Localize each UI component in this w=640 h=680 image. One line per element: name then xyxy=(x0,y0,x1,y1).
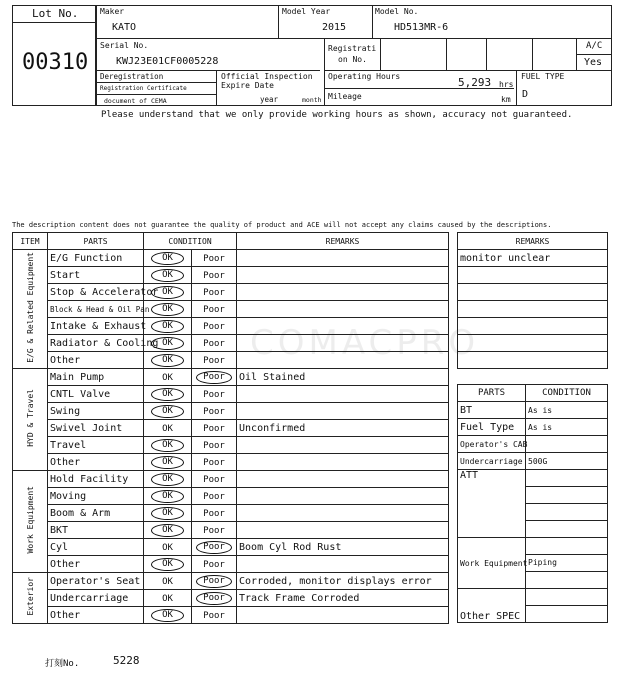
ok-mark: OK xyxy=(151,388,184,401)
model-no-label: Model No. xyxy=(375,7,419,16)
operating-hours-value: 5,293 xyxy=(458,76,492,89)
parts-row xyxy=(458,436,608,453)
section-cell xyxy=(13,250,48,369)
poor-mark: Poor xyxy=(203,474,225,485)
condition-poor xyxy=(192,471,237,488)
remark-cell xyxy=(237,488,449,505)
remark-cell xyxy=(237,301,449,318)
remarks-row xyxy=(458,267,608,284)
poor-mark: Poor xyxy=(203,491,225,502)
table-row xyxy=(13,386,449,403)
remark-cell xyxy=(237,284,449,301)
lot-label: Lot No. xyxy=(32,7,79,20)
remark-cell: Corroded, monitor displays error xyxy=(237,573,449,590)
parts-col-header: PARTS xyxy=(458,385,526,402)
condition-ok xyxy=(144,420,192,437)
condition-cell xyxy=(526,589,608,623)
remarks-table xyxy=(457,232,608,369)
remark-cell xyxy=(237,386,449,403)
model-no-value: HD513MR-6 xyxy=(394,22,449,33)
part-name: Start xyxy=(48,267,144,284)
serial-value: KWJ23E01CF0005228 xyxy=(116,56,219,67)
condition-ok xyxy=(144,335,192,352)
poor-mark: Poor xyxy=(203,423,225,434)
parts-cell: Undercarriage xyxy=(458,453,526,470)
part-name: Moving xyxy=(48,488,144,505)
poor-mark: Poor xyxy=(203,559,225,570)
remark-cell: Unconfirmed xyxy=(237,420,449,437)
lot-number: 00310 xyxy=(22,50,89,75)
condition-col-header: CONDITION xyxy=(526,385,608,402)
ok-mark: OK xyxy=(151,354,184,367)
ok-mark: OK xyxy=(151,252,184,265)
part-name: Other xyxy=(48,556,144,573)
condition-poor xyxy=(192,267,237,284)
stamp-label: 打刻No. xyxy=(45,659,80,669)
condition-ok xyxy=(144,573,192,590)
remark-cell: Track Frame Corroded xyxy=(237,590,449,607)
table-row xyxy=(13,488,449,505)
remarks-table-header: REMARKS xyxy=(458,233,608,250)
remarks-row xyxy=(458,352,608,369)
table-row xyxy=(13,505,449,522)
table-row xyxy=(13,454,449,471)
table-row xyxy=(13,250,449,267)
table-row xyxy=(13,539,449,556)
poor-mark: Poor xyxy=(203,253,225,264)
table-row xyxy=(13,437,449,454)
part-name: Intake & Exhaust xyxy=(48,318,144,335)
remarks-line xyxy=(458,301,608,318)
poor-mark: Poor xyxy=(203,304,225,315)
condition-poor xyxy=(192,301,237,318)
ok-mark: OK xyxy=(151,286,184,299)
condition-cell xyxy=(526,470,608,538)
poor-mark: Poor xyxy=(196,371,232,384)
remark-cell xyxy=(237,318,449,335)
poor-mark: Poor xyxy=(203,287,225,298)
condition-ok xyxy=(144,471,192,488)
table-row xyxy=(13,352,449,369)
poor-mark: Poor xyxy=(196,541,232,554)
ok-mark: OK xyxy=(151,405,184,418)
model-year-label: Model Year xyxy=(282,7,331,16)
condition-poor xyxy=(192,318,237,335)
section-cell xyxy=(13,471,48,573)
month-label: month xyxy=(302,96,322,104)
condition-ok xyxy=(144,556,192,573)
condition-cell: As is xyxy=(526,402,608,419)
condition-poor xyxy=(192,590,237,607)
maker-value: KATO xyxy=(112,22,137,33)
poor-mark: Poor xyxy=(203,440,225,451)
remarks-row xyxy=(458,250,608,267)
poor-mark: Poor xyxy=(203,321,225,332)
condition-poor xyxy=(192,335,237,352)
condition-poor xyxy=(192,250,237,267)
year-label: year xyxy=(260,95,279,104)
condition-poor xyxy=(192,454,237,471)
poor-mark: Poor xyxy=(203,406,225,417)
hours-note: Please understand that we only provide working hours as shown, accuracy not guaranteed. xyxy=(101,110,573,120)
ok-mark: OK xyxy=(151,320,184,333)
condition-poor xyxy=(192,352,237,369)
deregistration-label: Deregistration xyxy=(100,72,164,81)
serial-label: Serial No. xyxy=(100,41,149,50)
part-name: Hold Facility xyxy=(48,471,144,488)
remark-cell xyxy=(237,556,449,573)
condition-poor xyxy=(192,437,237,454)
watermark: COMACPRO xyxy=(250,323,480,363)
condition-poor xyxy=(192,539,237,556)
part-name: E/G Function xyxy=(48,250,144,267)
item-header: ITEM xyxy=(13,233,48,250)
table-row xyxy=(13,335,449,352)
condition-subcell xyxy=(526,538,607,555)
ok-mark: OK xyxy=(162,576,173,587)
condition-poor xyxy=(192,403,237,420)
registration-label: Registrati xyxy=(328,44,377,53)
maker-label: Maker xyxy=(100,7,125,16)
ok-mark: OK xyxy=(151,524,184,537)
registration-label-2: on No. xyxy=(338,55,367,64)
part-name: Other xyxy=(48,352,144,369)
table-row xyxy=(13,284,449,301)
condition-ok xyxy=(144,437,192,454)
condition-poor xyxy=(192,488,237,505)
condition-subcells xyxy=(526,470,607,537)
parts-cell: Other SPEC xyxy=(458,589,526,623)
remarks-line xyxy=(458,284,608,301)
poor-mark: Poor xyxy=(203,355,225,366)
condition-ok xyxy=(144,539,192,556)
section-cell xyxy=(13,369,48,471)
condition-ok xyxy=(144,488,192,505)
remarks-row xyxy=(458,284,608,301)
table-row xyxy=(13,369,449,386)
table-row xyxy=(13,556,449,573)
section-label: E/G & Related Equipment xyxy=(25,252,35,363)
condition-ok xyxy=(144,301,192,318)
operating-hours-label: Operating Hours xyxy=(328,72,401,81)
parts-cell: Fuel Type xyxy=(458,419,526,436)
part-name: Boom & Arm xyxy=(48,505,144,522)
part-name: Swivel Joint xyxy=(48,420,144,437)
remark-cell xyxy=(237,607,449,624)
condition-ok xyxy=(144,522,192,539)
table-row xyxy=(13,403,449,420)
part-name: Cyl xyxy=(48,539,144,556)
section-label: HYD & Travel xyxy=(25,389,35,447)
remark-cell xyxy=(237,471,449,488)
ok-mark: OK xyxy=(151,439,184,452)
ac-label: A/C xyxy=(586,41,603,51)
poor-mark: Poor xyxy=(203,270,225,281)
parts-row xyxy=(458,419,608,436)
condition-subcell xyxy=(526,606,607,622)
fuel-type-value: D xyxy=(522,89,529,100)
part-name: Radiator & Cooling xyxy=(48,335,144,352)
condition-poor xyxy=(192,522,237,539)
remarks-line xyxy=(458,318,608,335)
condition-subcell xyxy=(526,521,607,537)
condition-subcell xyxy=(526,487,607,504)
remark-cell xyxy=(237,437,449,454)
km-label: km xyxy=(501,95,511,104)
parts-row xyxy=(458,589,608,623)
parts-row xyxy=(458,538,608,589)
stamp-value: 5228 xyxy=(113,654,140,667)
registration-certificate-label: Registration Certificate xyxy=(100,85,187,92)
condition-ok xyxy=(144,284,192,301)
table-row xyxy=(13,471,449,488)
table-row xyxy=(13,267,449,284)
part-name: Operator's Seat xyxy=(48,573,144,590)
parts-cell: Work Equipment xyxy=(458,538,526,589)
remarks-line xyxy=(458,352,608,369)
remark-cell: Boom Cyl Rod Rust xyxy=(237,539,449,556)
part-name: Other xyxy=(48,607,144,624)
ok-mark: OK xyxy=(162,542,173,553)
condition-header: CONDITION xyxy=(144,233,237,250)
inspection-label-2: Expire Date xyxy=(221,81,274,90)
remark-cell xyxy=(237,267,449,284)
condition-poor xyxy=(192,369,237,386)
model-year-value: 2015 xyxy=(322,22,347,33)
ok-mark: OK xyxy=(162,423,173,434)
ok-mark: OK xyxy=(151,473,184,486)
part-name: Travel xyxy=(48,437,144,454)
table-row xyxy=(13,318,449,335)
inspection-label: Official Inspection xyxy=(221,72,313,81)
poor-mark: Poor xyxy=(196,592,232,605)
condition-subcell xyxy=(526,589,607,606)
condition-subcells xyxy=(526,589,607,622)
parts-row xyxy=(458,470,608,538)
condition-cell xyxy=(526,538,608,589)
poor-mark: Poor xyxy=(196,575,232,588)
condition-poor xyxy=(192,607,237,624)
condition-ok xyxy=(144,352,192,369)
condition-ok xyxy=(144,505,192,522)
table-row xyxy=(13,590,449,607)
condition-poor xyxy=(192,386,237,403)
section-label: Work Equipment xyxy=(25,486,35,554)
condition-ok xyxy=(144,590,192,607)
fuel-type-label: FUEL TYPE xyxy=(521,72,565,81)
poor-mark: Poor xyxy=(203,457,225,468)
parts-cell: BT xyxy=(458,402,526,419)
part-name: Block & Head & Oil Pan xyxy=(48,301,144,318)
ok-mark: OK xyxy=(151,490,184,503)
parts-cell: Operator's CAB xyxy=(458,436,526,453)
remark-cell xyxy=(237,505,449,522)
remarks-row xyxy=(458,318,608,335)
poor-mark: Poor xyxy=(203,389,225,400)
remark-cell xyxy=(237,522,449,539)
remarks-row xyxy=(458,335,608,352)
condition-subcell xyxy=(526,470,607,487)
part-name: Swing xyxy=(48,403,144,420)
part-name: Main Pump xyxy=(48,369,144,386)
condition-poor xyxy=(192,284,237,301)
condition-subcell xyxy=(526,572,607,588)
parts-header: PARTS xyxy=(48,233,144,250)
part-name: Undercarriage xyxy=(48,590,144,607)
ok-mark: OK xyxy=(151,269,184,282)
part-name: BKT xyxy=(48,522,144,539)
mileage-label: Mileage xyxy=(328,92,362,101)
condition-subcell xyxy=(526,504,607,521)
part-name: Stop & Accelerator xyxy=(48,284,144,301)
condition-poor xyxy=(192,505,237,522)
ok-mark: OK xyxy=(151,507,184,520)
poor-mark: Poor xyxy=(203,338,225,349)
condition-ok xyxy=(144,403,192,420)
remark-cell xyxy=(237,250,449,267)
poor-mark: Poor xyxy=(203,508,225,519)
condition-cell xyxy=(526,436,608,453)
inspection-header-row xyxy=(13,233,449,250)
part-name: Other xyxy=(48,454,144,471)
condition-ok xyxy=(144,607,192,624)
condition-subcells xyxy=(526,538,607,588)
table-row xyxy=(13,573,449,590)
inspection-table xyxy=(12,232,449,624)
ac-value: Yes xyxy=(584,57,603,68)
parts-row xyxy=(458,453,608,470)
poor-mark: Poor xyxy=(203,525,225,536)
table-row xyxy=(13,301,449,318)
parts-cell: ATT xyxy=(458,470,526,538)
condition-poor xyxy=(192,420,237,437)
remarks-row xyxy=(458,301,608,318)
ok-mark: OK xyxy=(151,609,184,622)
ok-mark: OK xyxy=(151,303,184,316)
remark-cell xyxy=(237,403,449,420)
remark-cell: Oil Stained xyxy=(237,369,449,386)
table-row xyxy=(13,420,449,437)
condition-ok xyxy=(144,454,192,471)
ok-mark: OK xyxy=(162,593,173,604)
condition-ok xyxy=(144,386,192,403)
remarks-line xyxy=(458,335,608,352)
remark-cell xyxy=(237,352,449,369)
condition-subcell: Piping xyxy=(526,555,607,572)
section-label: Exterior xyxy=(25,577,35,616)
ok-mark: OK xyxy=(151,337,184,350)
hrs-label: hrs xyxy=(499,80,514,89)
parts-condition-table xyxy=(457,384,608,623)
poor-mark: Poor xyxy=(203,610,225,621)
table-row xyxy=(13,522,449,539)
section-cell xyxy=(13,573,48,624)
condition-ok xyxy=(144,250,192,267)
ok-mark: OK xyxy=(151,456,184,469)
ok-mark: OK xyxy=(151,558,184,571)
document-cema-label: document of CEMA xyxy=(104,97,167,105)
remark-cell xyxy=(237,335,449,352)
remarks-header: REMARKS xyxy=(237,233,449,250)
table-row xyxy=(13,607,449,624)
remark-cell xyxy=(237,454,449,471)
condition-ok xyxy=(144,318,192,335)
remarks-line xyxy=(458,267,608,284)
ok-mark: OK xyxy=(162,372,173,383)
condition-cell: As is xyxy=(526,419,608,436)
part-name: CNTL Valve xyxy=(48,386,144,403)
parts-row xyxy=(458,402,608,419)
condition-cell: 500G xyxy=(526,453,608,470)
disclaimer: The description content does not guarantee the quality of product and ACE will not accept any claims caused by the descriptions. xyxy=(12,221,552,229)
condition-poor xyxy=(192,573,237,590)
remarks-line: monitor unclear xyxy=(458,250,608,267)
condition-poor xyxy=(192,556,237,573)
condition-ok xyxy=(144,369,192,386)
condition-ok xyxy=(144,267,192,284)
